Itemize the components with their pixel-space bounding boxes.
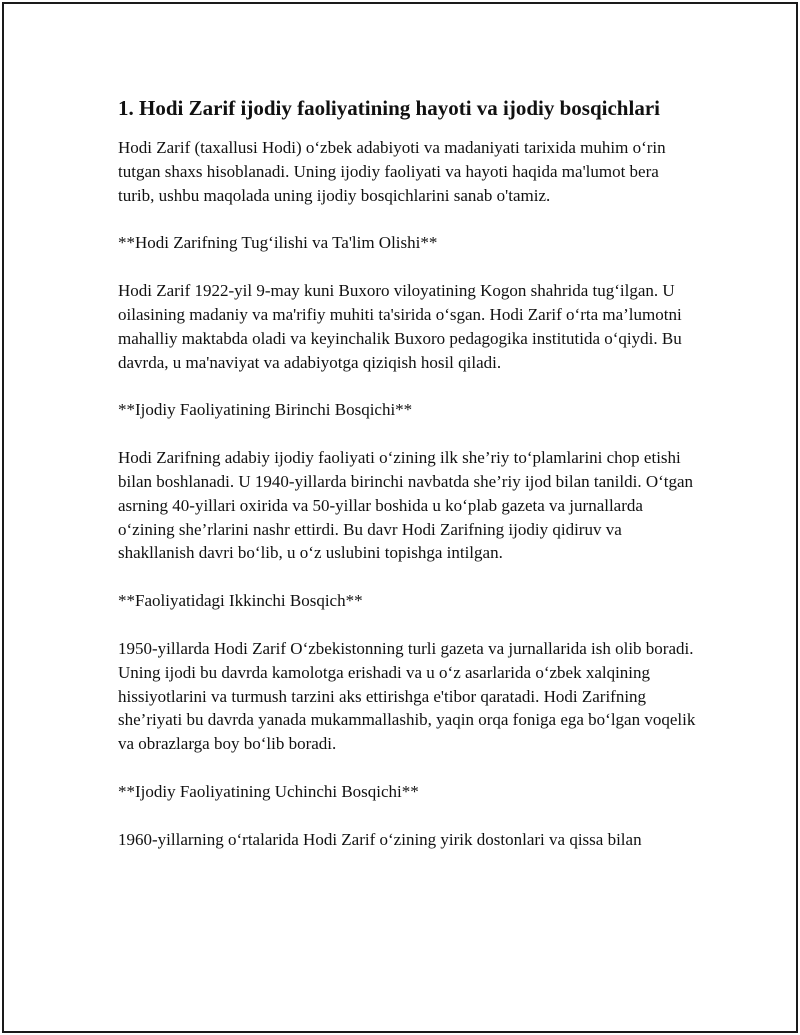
paragraph-intro: Hodi Zarif (taxallusi Hodi) o‘zbek adabiyoti va madaniyati tarixida muhim o‘rin tutgan shaxs hisoblanadi. Uning ijodiy faoliyati va hayoti haqida ma'lumot bera turib, ushbu maqolada uning ijodiy bosqichlarini sanab o'tamiz. (118, 138, 666, 205)
paragraph-second-stage: 1950-yillarda Hodi Zarif O‘zbekistonning turli gazeta va jurnallarida ish olib boradi. Uning ijodi bu davrda kamolotga erishadi va u o‘z asarlarida o‘zbek xalqining hissiyotlarini va turmush tarzini aks ettirishga e'tibor qaratadi. Hodi Zarifning she’riyati bu davrda yanada mukammallashib, yaqin orqa foniga ega bo‘lgan voqelik va obrazlarga boy bo‘lib boradi. (118, 638, 696, 754)
subheading-second-stage: **Faoliyatidagi Ikkinchi Bosqich** (118, 591, 363, 611)
paragraph-birth-education: Hodi Zarif 1922-yil 9-may kuni Buxoro viloyatining Kogon shahrida tug‘ilgan. U oilasining madaniy va ma'rifiy muhiti ta'sirida o‘sgan. Hodi Zarif o‘rta ma’lumotni mahalliy maktabda oladi va keyinchalik Buxoro pedagogika institutida o‘qiydi. Bu davrda, u ma'naviyat va adabiyotga qiziqish hosil qiladi. (118, 281, 682, 372)
paragraph-first-stage: Hodi Zarifning adabiy ijodiy faoliyati o‘zining ilk she’riy to‘plamlarini chop etishi bilan boshlanadi. U 1940-yillarda birinchi navbatda she’riy ijod bilan tanildi. O‘tgan asrning 40-yillari oxirida va 50-yillar boshida u ko‘plab gazeta va jurnallarda o‘zining she’rlarini nashr ettirdi. Bu davr Hodi Zarifning ijodiy qidiruv va shakllanish davri bo‘lib, u o‘z uslubini topishga intilgan. (118, 448, 694, 563)
subheading-first-stage: **Ijodiy Faoliyatining Birinchi Bosqichi** (118, 400, 413, 420)
section-title: 1. Hodi Zarif ijodiy faoliyatining hayoti va ijodiy bosqichlari (118, 96, 660, 120)
document-body (118, 94, 698, 876)
subheading-birth-education: **Hodi Zarifning Tug‘ilishi va Ta'lim Olishi** (118, 233, 438, 253)
paragraph-third-stage: 1960-yillarning o‘rtalarida Hodi Zarif o‘zining yirik dostonlari va qissa bilan (118, 829, 642, 849)
subheading-third-stage: **Ijodiy Faoliyatining Uchinchi Bosqichi** (118, 781, 419, 801)
